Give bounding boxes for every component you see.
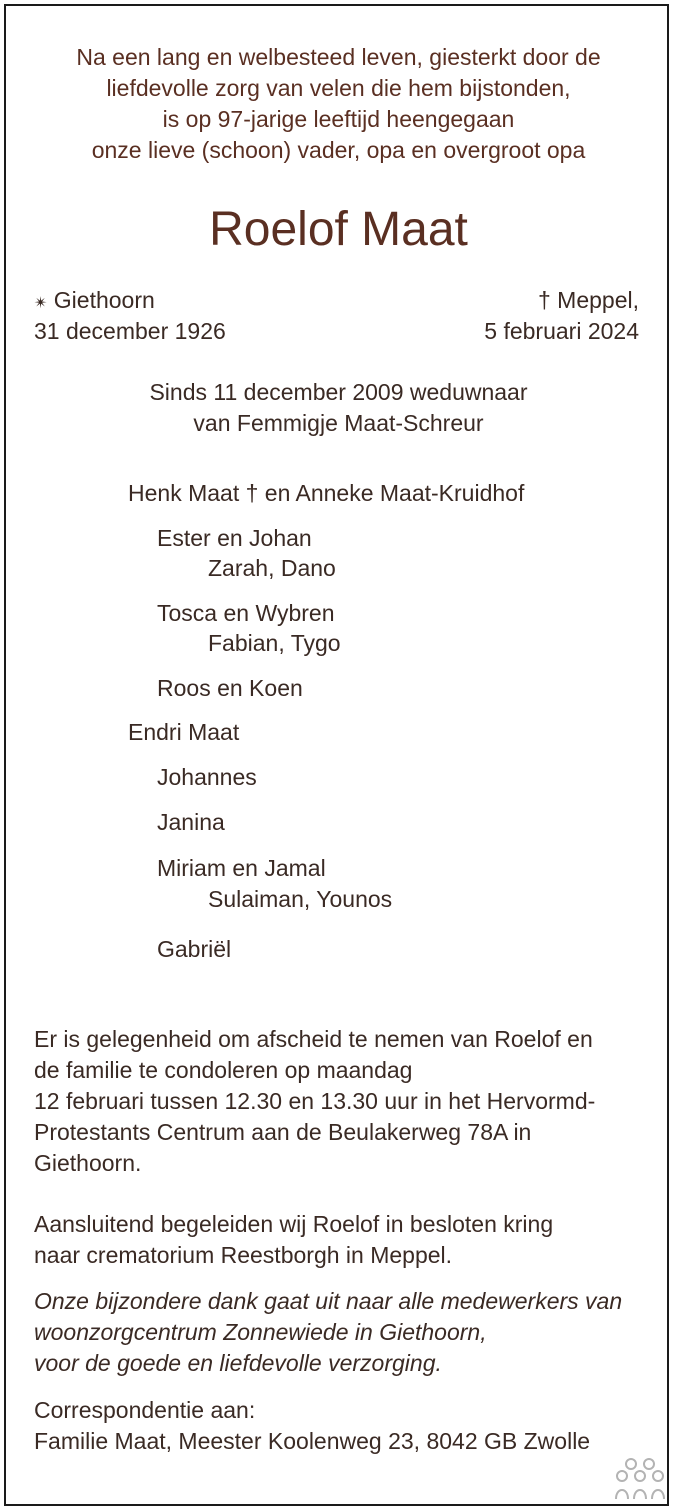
intro-line-1: Na een lang en welbesteed leven, giesterkt door de xyxy=(76,44,601,70)
condolence-line-2: de familie te condoleren op maandag xyxy=(34,1057,413,1083)
thanks-line-3: voor de goede en liefdevolle verzorging. xyxy=(34,1350,442,1376)
cremation-line-2: naar crematorium Reestborgh in Meppel. xyxy=(34,1242,453,1268)
death-place-text: Meppel, xyxy=(557,287,639,313)
family-line-2: Endri Maat xyxy=(128,719,240,745)
death-cross-icon: † xyxy=(537,287,551,313)
grandchild-1: Ester en Johan xyxy=(157,525,312,551)
birth-star-icon: ✴ xyxy=(34,295,48,312)
death-date: 5 februari 2024 xyxy=(484,318,639,344)
condolence-line-5: Giethoorn. xyxy=(34,1150,142,1176)
grandchild-7: Gabriël xyxy=(157,936,232,962)
intro-line-4: onze lieve (schoon) vader, opa en overgroot opa xyxy=(91,137,586,163)
condolence-line-3: 12 februari tussen 12.30 en 13.30 uur in het Hervormd- xyxy=(34,1088,596,1114)
condolence-line-1: Er is gelegenheid om afscheid te nemen van Roelof en xyxy=(34,1026,593,1052)
great-grandchildren-6: Sulaiman, Younos xyxy=(208,886,393,912)
family-line-1: Henk Maat † en Anneke Maat-Kruidhof xyxy=(128,480,525,506)
birth-place xyxy=(34,285,155,319)
grandchild-4: Johannes xyxy=(157,764,257,790)
great-grandchildren-2: Fabian, Tygo xyxy=(208,630,341,656)
thanks-line-1: Onze bijzondere dank gaat uit naar alle medewerkers van xyxy=(34,1288,623,1314)
intro-line-2: liefdevolle zorg van velen die hem bijstonden, xyxy=(106,75,571,101)
correspondence-address: Familie Maat, Meester Koolenweg 23, 8042 GB Zwolle xyxy=(34,1428,591,1454)
people-group-logo xyxy=(615,1455,665,1501)
cremation-line-1: Aansluitend begeleiden wij Roelof in besloten kring xyxy=(34,1211,554,1237)
thanks-line-2: woonzorgcentrum Zonnewiede in Giethoorn, xyxy=(34,1319,487,1345)
great-grandchildren-1: Zarah, Dano xyxy=(208,555,336,581)
deceased-name: Roelof Maat xyxy=(209,203,468,256)
death-place xyxy=(538,285,639,315)
grandchild-5: Janina xyxy=(157,809,225,835)
widower-line-1: Sinds 11 december 2009 weduwnaar xyxy=(149,379,528,405)
correspondence-label: Correspondentie aan: xyxy=(34,1397,256,1423)
condolence-line-4: Protestants Centrum aan de Beulakerweg 78A in xyxy=(34,1119,532,1145)
birth-date: 31 december 1926 xyxy=(34,318,226,344)
grandchild-2: Tosca en Wybren xyxy=(157,600,335,626)
grandchild-6: Miriam en Jamal xyxy=(157,855,326,881)
birth-place-text: Giethoorn xyxy=(53,287,155,313)
grandchild-3: Roos en Koen xyxy=(157,675,303,701)
widower-line-2: van Femmigje Maat-Schreur xyxy=(193,410,484,436)
intro-line-3: is op 97-jarige leeftijd heengegaan xyxy=(162,106,515,132)
